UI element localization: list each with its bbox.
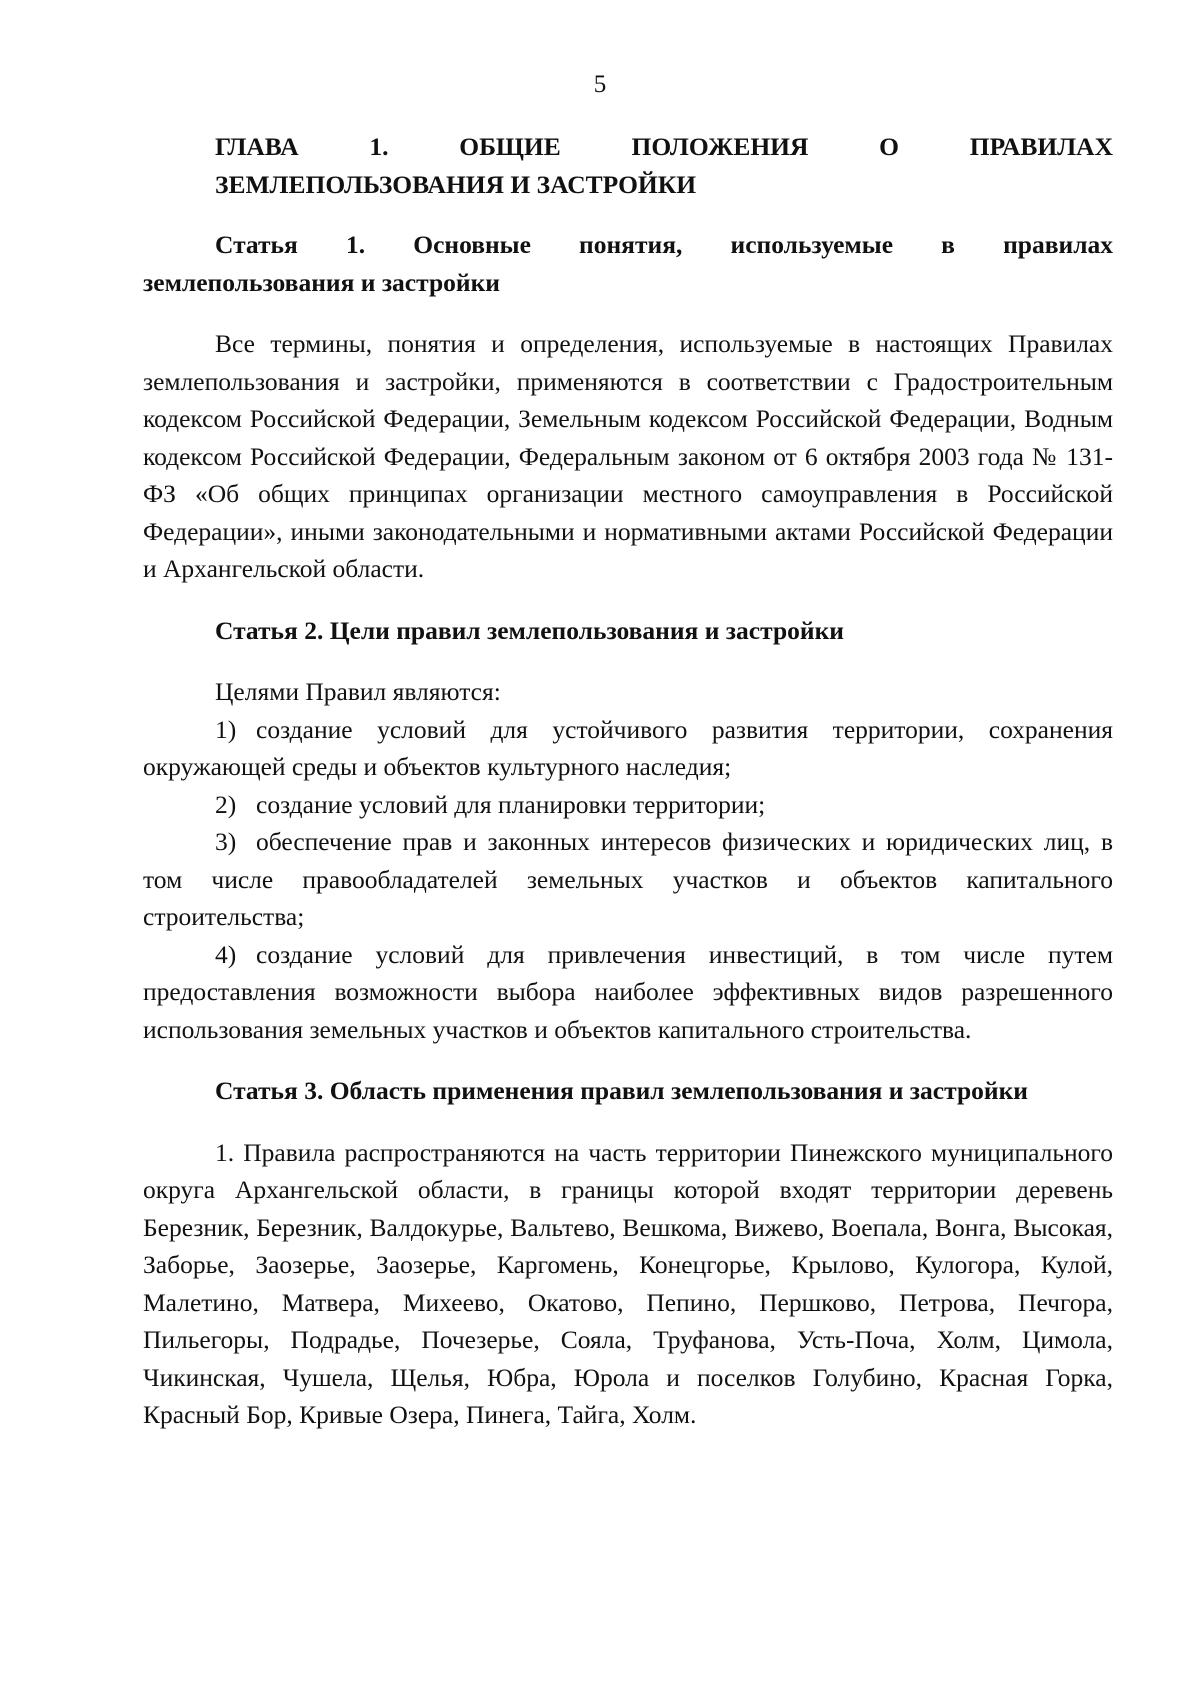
list-item-number: 2) (215, 789, 237, 819)
chapter-title-line1: ГЛАВА 1. ОБЩИЕ ПОЛОЖЕНИЯ О ПРАВИЛАХ (215, 132, 1113, 161)
article-3-heading: Статья 3. Область применения правил землепользования и застройки (215, 1076, 1028, 1105)
list-item-text: создание условий для устойчивого развития территории, сохранения окружающей среды и объектов культурного наследия; (143, 714, 1113, 781)
article-2-heading: Статья 2. Цели правил землепользования и застройки (215, 615, 844, 645)
article-1-heading-line2: землепользования и застройки (143, 267, 500, 297)
article-2-intro: Целями Правил являются: (215, 677, 501, 706)
article-1-heading (143, 226, 1113, 301)
article-2-item-4 (143, 936, 1113, 1049)
list-item-number: 1) (215, 714, 237, 744)
list-item-text: создание условий для планировки территории; (256, 789, 766, 819)
article-2-item-3 (143, 823, 1113, 936)
list-item-number: 3) (215, 827, 237, 856)
article-2-item-1 (143, 711, 1113, 786)
article-3-text: 1. Правила распространяются на часть территории Пинежского муниципального округа Архангельской области, в границы которой входят территории деревень Березник, Березник, Валдокурье, Вальтево, Вешкома, Вижево, Воепала, Вонга, Высокая, Заборье, Заозерье, Заозерье, Каргомень, Конецгорье, Крылово, Кулогора, Кулой, Малетино, Матвера, Михеево, Окатово, Пепино, Першково, Петрова, Печгора, Пильегоры, Подрадье, Почезерье, Сояла, Труфанова, Усть-Поча, Холм, Цимола, Чикинская, Чушела, Щелья, Юбра, Юрола и поселков Голубино, Красная Горка, Красный Бор, Кривые Озера, Пинега, Тайга, Холм. (143, 1137, 1113, 1429)
chapter-title (215, 128, 1113, 203)
article-1-heading-line1: Статья 1. Основные понятия, используемые в правилах (215, 230, 1113, 259)
page-number: 5 (593, 71, 607, 98)
article-1-text: Все термины, понятия и определения, используемые в настоящих Правилах землепользования и застройки, применяются в соответствии с Градостроительным кодексом Российской Федерации, Земельным кодексом Российской Федерации, Водным кодексом Российской Федерации, Федеральным законом от 6 октября 2003 года № 131-ФЗ «Об общих принципах организации местного самоуправления в Российской Федерации», иными законодательными и нормативными актами Российской Федерации и Архангельской области. (143, 329, 1113, 583)
article-2-item-2 (143, 786, 1113, 824)
chapter-title-line2: ЗЕМЛЕПОЛЬЗОВАНИЯ И ЗАСТРОЙКИ (215, 169, 697, 199)
list-item-text: обеспечение прав и законных интересов физических и юридических лиц, в том числе правообладателей земельных участков и объектов капитального строительства; (143, 827, 1113, 931)
document-body (143, 128, 1113, 1434)
list-item-text: создание условий для привлечения инвестиций, в том числе путем предоставления возможности выбора наиболее эффективных видов разрешенного использования земельных участков и объектов капитального строительства. (143, 939, 1113, 1044)
list-item-number: 4) (215, 939, 237, 969)
